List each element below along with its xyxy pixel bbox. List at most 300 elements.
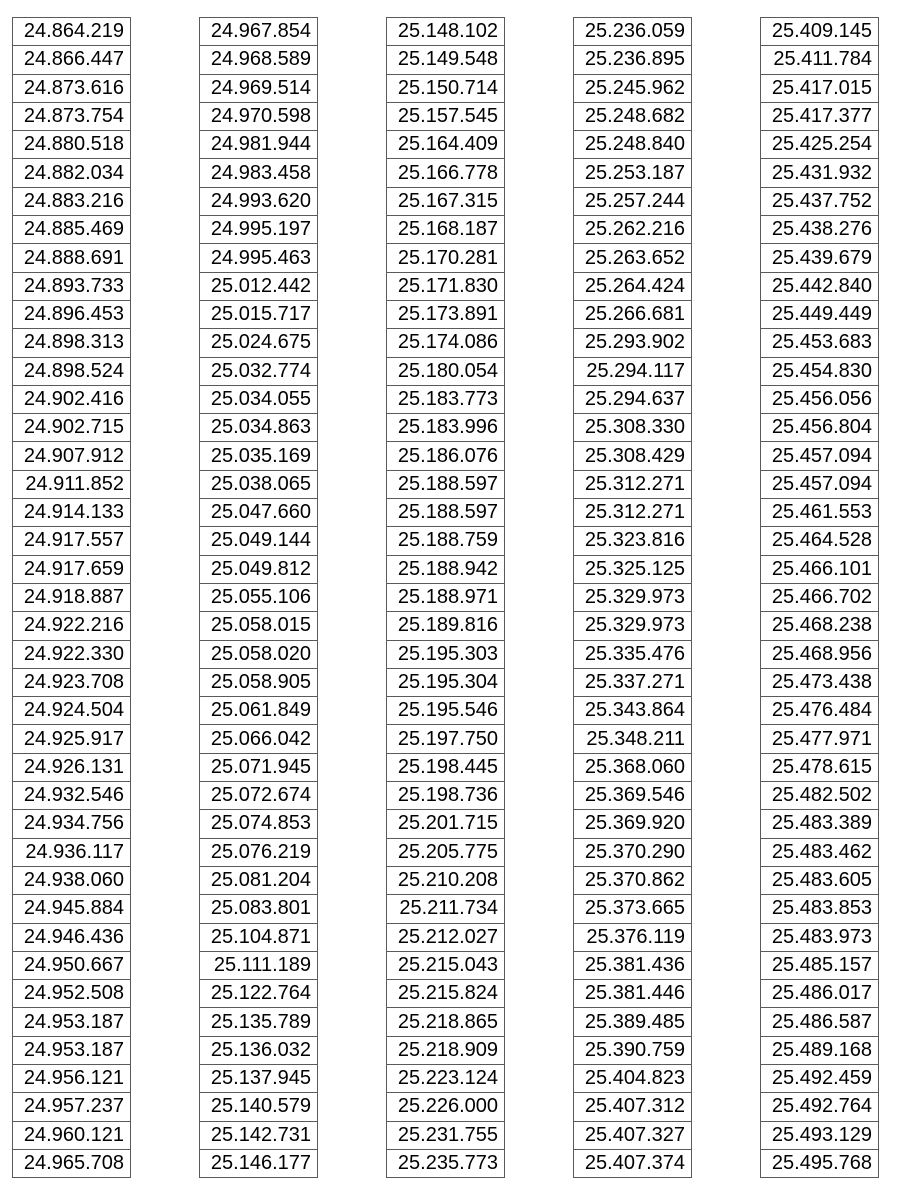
number-cell: 25.189.816 [387, 612, 505, 640]
number-cell: 24.873.616 [13, 74, 131, 102]
number-cell: 25.438.276 [761, 216, 879, 244]
number-cell: 25.188.759 [387, 527, 505, 555]
number-cell: 25.071.945 [200, 753, 318, 781]
number-cell: 24.918.887 [13, 583, 131, 611]
number-cell: 25.407.374 [574, 1149, 692, 1177]
number-cell: 25.257.244 [574, 187, 692, 215]
number-cell: 25.188.942 [387, 555, 505, 583]
number-cell: 25.183.996 [387, 414, 505, 442]
number-cell: 25.140.579 [200, 1093, 318, 1121]
table-row [387, 244, 505, 272]
number-cell: 25.248.682 [574, 102, 692, 130]
number-cell: 24.873.754 [13, 102, 131, 130]
number-cell: 25.489.168 [761, 1036, 879, 1064]
table-row [13, 442, 131, 470]
number-cell: 25.173.891 [387, 300, 505, 328]
table-row [574, 782, 692, 810]
number-cell: 25.477.971 [761, 725, 879, 753]
table-row [574, 187, 692, 215]
table-row [387, 951, 505, 979]
number-cell: 25.066.042 [200, 725, 318, 753]
number-cell: 25.215.824 [387, 980, 505, 1008]
number-cell: 25.348.211 [574, 725, 692, 753]
number-cell: 25.449.449 [761, 300, 879, 328]
table-row [761, 866, 879, 894]
table-row [574, 414, 692, 442]
number-cell: 25.486.587 [761, 1008, 879, 1036]
number-cell: 24.917.557 [13, 527, 131, 555]
number-cell: 25.442.840 [761, 272, 879, 300]
table-row [387, 1121, 505, 1149]
number-cell: 25.335.476 [574, 640, 692, 668]
number-cell: 25.083.801 [200, 895, 318, 923]
table-row [761, 1036, 879, 1064]
number-cell: 24.883.216 [13, 187, 131, 215]
number-cell: 25.417.015 [761, 74, 879, 102]
number-cell: 25.266.681 [574, 300, 692, 328]
number-cell: 24.902.416 [13, 385, 131, 413]
table-row [200, 951, 318, 979]
table-row [13, 159, 131, 187]
number-cell: 25.456.056 [761, 385, 879, 413]
number-cell: 25.294.637 [574, 385, 692, 413]
number-cell: 25.072.674 [200, 782, 318, 810]
number-column-4 [573, 17, 692, 1178]
table-row [387, 159, 505, 187]
table-row [13, 725, 131, 753]
table-row [761, 1121, 879, 1149]
table-row [761, 1008, 879, 1036]
table-row [761, 131, 879, 159]
number-cell: 25.231.755 [387, 1121, 505, 1149]
table-row [387, 102, 505, 130]
table-row [13, 923, 131, 951]
table-row [574, 810, 692, 838]
number-cell: 25.218.909 [387, 1036, 505, 1064]
number-cell: 25.074.853 [200, 810, 318, 838]
table-row [200, 187, 318, 215]
table-row [13, 640, 131, 668]
table-row [200, 329, 318, 357]
number-cell: 25.369.920 [574, 810, 692, 838]
table-row [200, 1036, 318, 1064]
number-cell: 24.995.197 [200, 216, 318, 244]
table-row [574, 102, 692, 130]
table-row [761, 470, 879, 498]
number-cell: 24.953.187 [13, 1036, 131, 1064]
table-row [574, 1036, 692, 1064]
number-cell: 25.211.734 [387, 895, 505, 923]
table-row [13, 782, 131, 810]
table-row [387, 866, 505, 894]
table-row [387, 725, 505, 753]
number-cell: 24.893.733 [13, 272, 131, 300]
number-cell: 24.946.436 [13, 923, 131, 951]
number-cell: 25.167.315 [387, 187, 505, 215]
table-row [761, 244, 879, 272]
table-row [387, 555, 505, 583]
number-cell: 25.308.330 [574, 414, 692, 442]
table-row [574, 1064, 692, 1092]
number-cell: 25.049.144 [200, 527, 318, 555]
number-cell: 25.195.304 [387, 668, 505, 696]
number-cell: 25.205.775 [387, 838, 505, 866]
table-row [387, 810, 505, 838]
number-cell: 25.168.187 [387, 216, 505, 244]
table-row [761, 46, 879, 74]
number-cell: 25.210.208 [387, 866, 505, 894]
number-cell: 25.236.895 [574, 46, 692, 74]
number-cell: 25.263.652 [574, 244, 692, 272]
number-cell: 25.389.485 [574, 1008, 692, 1036]
table-row [13, 187, 131, 215]
table-row [574, 74, 692, 102]
number-cell: 25.493.129 [761, 1121, 879, 1149]
number-cell: 25.466.702 [761, 583, 879, 611]
number-cell: 25.312.271 [574, 470, 692, 498]
table-row [200, 782, 318, 810]
number-column-2 [199, 17, 318, 1178]
number-cell: 25.135.789 [200, 1008, 318, 1036]
number-cell: 25.453.683 [761, 329, 879, 357]
number-cell: 25.466.101 [761, 555, 879, 583]
number-cell: 25.188.597 [387, 499, 505, 527]
number-cell: 25.483.389 [761, 810, 879, 838]
number-cell: 25.409.145 [761, 18, 879, 46]
table-row [387, 216, 505, 244]
number-cell: 24.882.034 [13, 159, 131, 187]
table-row [761, 1149, 879, 1177]
table-row [574, 923, 692, 951]
number-cell: 24.898.524 [13, 357, 131, 385]
number-cell: 25.456.804 [761, 414, 879, 442]
number-column-1 [12, 17, 131, 1178]
number-cell: 25.312.271 [574, 499, 692, 527]
table-row [200, 159, 318, 187]
table-row [13, 470, 131, 498]
number-cell: 25.390.759 [574, 1036, 692, 1064]
number-cell: 25.376.119 [574, 923, 692, 951]
number-cell: 24.902.715 [13, 414, 131, 442]
number-cell: 25.404.823 [574, 1064, 692, 1092]
number-cell: 25.038.065 [200, 470, 318, 498]
table-row [387, 668, 505, 696]
number-cell: 25.468.238 [761, 612, 879, 640]
number-cell: 25.032.774 [200, 357, 318, 385]
number-cell: 25.407.327 [574, 1121, 692, 1149]
table-row [574, 697, 692, 725]
number-cell: 25.034.055 [200, 385, 318, 413]
number-cell: 25.483.605 [761, 866, 879, 894]
table-row [13, 244, 131, 272]
number-cell: 25.492.459 [761, 1064, 879, 1092]
table-row [13, 668, 131, 696]
number-cell: 25.483.462 [761, 838, 879, 866]
table-row [200, 1093, 318, 1121]
table-row [13, 499, 131, 527]
number-cell: 25.183.773 [387, 385, 505, 413]
number-cell: 25.370.862 [574, 866, 692, 894]
table-row [761, 385, 879, 413]
number-cell: 24.983.458 [200, 159, 318, 187]
number-cell: 24.864.219 [13, 18, 131, 46]
table-row [387, 499, 505, 527]
table-row [200, 1149, 318, 1177]
number-cell: 25.035.169 [200, 442, 318, 470]
number-cell: 25.473.438 [761, 668, 879, 696]
number-cell: 25.425.254 [761, 131, 879, 159]
table-row [13, 300, 131, 328]
number-cell: 25.457.094 [761, 470, 879, 498]
table-row [200, 527, 318, 555]
number-cell: 25.236.059 [574, 18, 692, 46]
number-cell: 25.370.290 [574, 838, 692, 866]
table-row [574, 244, 692, 272]
table-row [13, 1064, 131, 1092]
table-row [761, 1093, 879, 1121]
table-row [200, 385, 318, 413]
number-cell: 25.245.962 [574, 74, 692, 102]
table-row [13, 527, 131, 555]
table-row [387, 414, 505, 442]
number-cell: 25.148.102 [387, 18, 505, 46]
table-row [200, 668, 318, 696]
table-row [387, 782, 505, 810]
number-cell: 25.483.853 [761, 895, 879, 923]
table-row [200, 1008, 318, 1036]
table-row [574, 555, 692, 583]
number-cell: 24.898.313 [13, 329, 131, 357]
number-cell: 25.142.731 [200, 1121, 318, 1149]
table-row [387, 753, 505, 781]
table-row [13, 357, 131, 385]
number-cell: 25.076.219 [200, 838, 318, 866]
number-cell: 24.965.708 [13, 1149, 131, 1177]
number-cell: 25.492.764 [761, 1093, 879, 1121]
number-cell: 25.055.106 [200, 583, 318, 611]
number-cell: 25.457.094 [761, 442, 879, 470]
table-row [761, 216, 879, 244]
table-row [574, 442, 692, 470]
number-cell: 25.188.597 [387, 470, 505, 498]
number-cell: 25.218.865 [387, 1008, 505, 1036]
number-cell: 25.034.863 [200, 414, 318, 442]
table-row [574, 499, 692, 527]
number-cell: 25.431.932 [761, 159, 879, 187]
number-cell: 25.248.840 [574, 131, 692, 159]
number-cell: 25.411.784 [761, 46, 879, 74]
table-row [387, 583, 505, 611]
table-row [761, 951, 879, 979]
table-row [13, 980, 131, 1008]
number-cell: 25.122.764 [200, 980, 318, 1008]
number-cell: 24.925.917 [13, 725, 131, 753]
number-cell: 25.417.377 [761, 102, 879, 130]
table-row [13, 697, 131, 725]
number-cell: 24.888.691 [13, 244, 131, 272]
table-row [200, 131, 318, 159]
table-row [761, 442, 879, 470]
number-cell: 25.485.157 [761, 951, 879, 979]
number-cell: 25.137.945 [200, 1064, 318, 1092]
number-cell: 25.164.409 [387, 131, 505, 159]
table-row [13, 46, 131, 74]
table-row [13, 102, 131, 130]
number-cell: 25.461.553 [761, 499, 879, 527]
number-cell: 25.368.060 [574, 753, 692, 781]
table-row [13, 216, 131, 244]
table-row [574, 1008, 692, 1036]
number-cell: 24.945.884 [13, 895, 131, 923]
table-row [200, 895, 318, 923]
number-cell: 25.495.768 [761, 1149, 879, 1177]
table-row [574, 1093, 692, 1121]
table-row [761, 18, 879, 46]
table-row [761, 187, 879, 215]
number-cell: 25.058.020 [200, 640, 318, 668]
number-cell: 24.885.469 [13, 216, 131, 244]
number-cell: 25.166.778 [387, 159, 505, 187]
table-row [13, 18, 131, 46]
number-cell: 24.932.546 [13, 782, 131, 810]
number-cell: 25.253.187 [574, 159, 692, 187]
number-cell: 25.381.436 [574, 951, 692, 979]
table-row [574, 583, 692, 611]
table-row [574, 272, 692, 300]
number-cell: 25.483.973 [761, 923, 879, 951]
table-row [761, 499, 879, 527]
number-cell: 25.188.971 [387, 583, 505, 611]
table-row [761, 272, 879, 300]
number-cell: 25.047.660 [200, 499, 318, 527]
table-row [200, 244, 318, 272]
table-row [13, 1149, 131, 1177]
table-row [574, 612, 692, 640]
number-cell: 24.952.508 [13, 980, 131, 1008]
table-row [387, 980, 505, 1008]
table-row [13, 951, 131, 979]
number-cell: 24.970.598 [200, 102, 318, 130]
table-row [761, 583, 879, 611]
number-cell: 25.058.905 [200, 668, 318, 696]
table-row [13, 1121, 131, 1149]
table-row [387, 1064, 505, 1092]
table-row [13, 329, 131, 357]
number-cell: 25.464.528 [761, 527, 879, 555]
number-cell: 25.024.675 [200, 329, 318, 357]
table-row [761, 357, 879, 385]
table-row [387, 442, 505, 470]
table-row [387, 838, 505, 866]
number-cell: 24.968.589 [200, 46, 318, 74]
number-cell: 25.170.281 [387, 244, 505, 272]
table-row [574, 895, 692, 923]
table-row [574, 640, 692, 668]
table-row [574, 951, 692, 979]
number-cell: 24.924.504 [13, 697, 131, 725]
table-row [200, 612, 318, 640]
table-row [387, 1036, 505, 1064]
table-row [200, 499, 318, 527]
table-row [200, 414, 318, 442]
table-row [13, 866, 131, 894]
number-cell: 25.015.717 [200, 300, 318, 328]
number-cell: 25.104.871 [200, 923, 318, 951]
table-row [387, 187, 505, 215]
table-row [13, 895, 131, 923]
table-row [574, 668, 692, 696]
number-cell: 25.081.204 [200, 866, 318, 894]
table-row [574, 527, 692, 555]
table-row [574, 838, 692, 866]
number-cell: 25.111.189 [200, 951, 318, 979]
table-row [200, 555, 318, 583]
number-cell: 24.969.514 [200, 74, 318, 102]
table-row [200, 866, 318, 894]
number-cell: 25.293.902 [574, 329, 692, 357]
table-row [13, 1036, 131, 1064]
number-cell: 25.468.956 [761, 640, 879, 668]
table-row [761, 753, 879, 781]
number-cell: 25.171.830 [387, 272, 505, 300]
number-cell: 25.337.271 [574, 668, 692, 696]
number-cell: 25.061.849 [200, 697, 318, 725]
number-cell: 25.215.043 [387, 951, 505, 979]
table-row [761, 1064, 879, 1092]
table-row [387, 1008, 505, 1036]
number-cell: 25.146.177 [200, 1149, 318, 1177]
table-row [200, 640, 318, 668]
number-cell: 25.482.502 [761, 782, 879, 810]
table-row [200, 18, 318, 46]
number-cell: 25.197.750 [387, 725, 505, 753]
table-row [200, 442, 318, 470]
number-cell: 25.198.445 [387, 753, 505, 781]
number-cell: 24.922.330 [13, 640, 131, 668]
table-row [761, 555, 879, 583]
table-row [200, 810, 318, 838]
number-cell: 25.369.546 [574, 782, 692, 810]
table-row [387, 18, 505, 46]
table-row [574, 159, 692, 187]
table-row [200, 300, 318, 328]
number-cell: 25.407.312 [574, 1093, 692, 1121]
table-row [761, 895, 879, 923]
table-row [387, 329, 505, 357]
table-row [200, 102, 318, 130]
table-row [761, 725, 879, 753]
number-cell: 24.995.463 [200, 244, 318, 272]
table-row [761, 102, 879, 130]
table-row [761, 668, 879, 696]
table-row [200, 753, 318, 781]
table-row [761, 782, 879, 810]
number-column-5 [760, 17, 879, 1178]
table-row [387, 272, 505, 300]
number-cell: 25.325.125 [574, 555, 692, 583]
number-cell: 24.957.237 [13, 1093, 131, 1121]
number-cell: 24.907.912 [13, 442, 131, 470]
table-row [387, 74, 505, 102]
number-cell: 25.136.032 [200, 1036, 318, 1064]
number-cell: 24.936.117 [13, 838, 131, 866]
number-cell: 25.308.429 [574, 442, 692, 470]
number-cell: 25.198.736 [387, 782, 505, 810]
table-row [574, 329, 692, 357]
number-cell: 24.866.447 [13, 46, 131, 74]
table-row [761, 159, 879, 187]
table-row [13, 753, 131, 781]
